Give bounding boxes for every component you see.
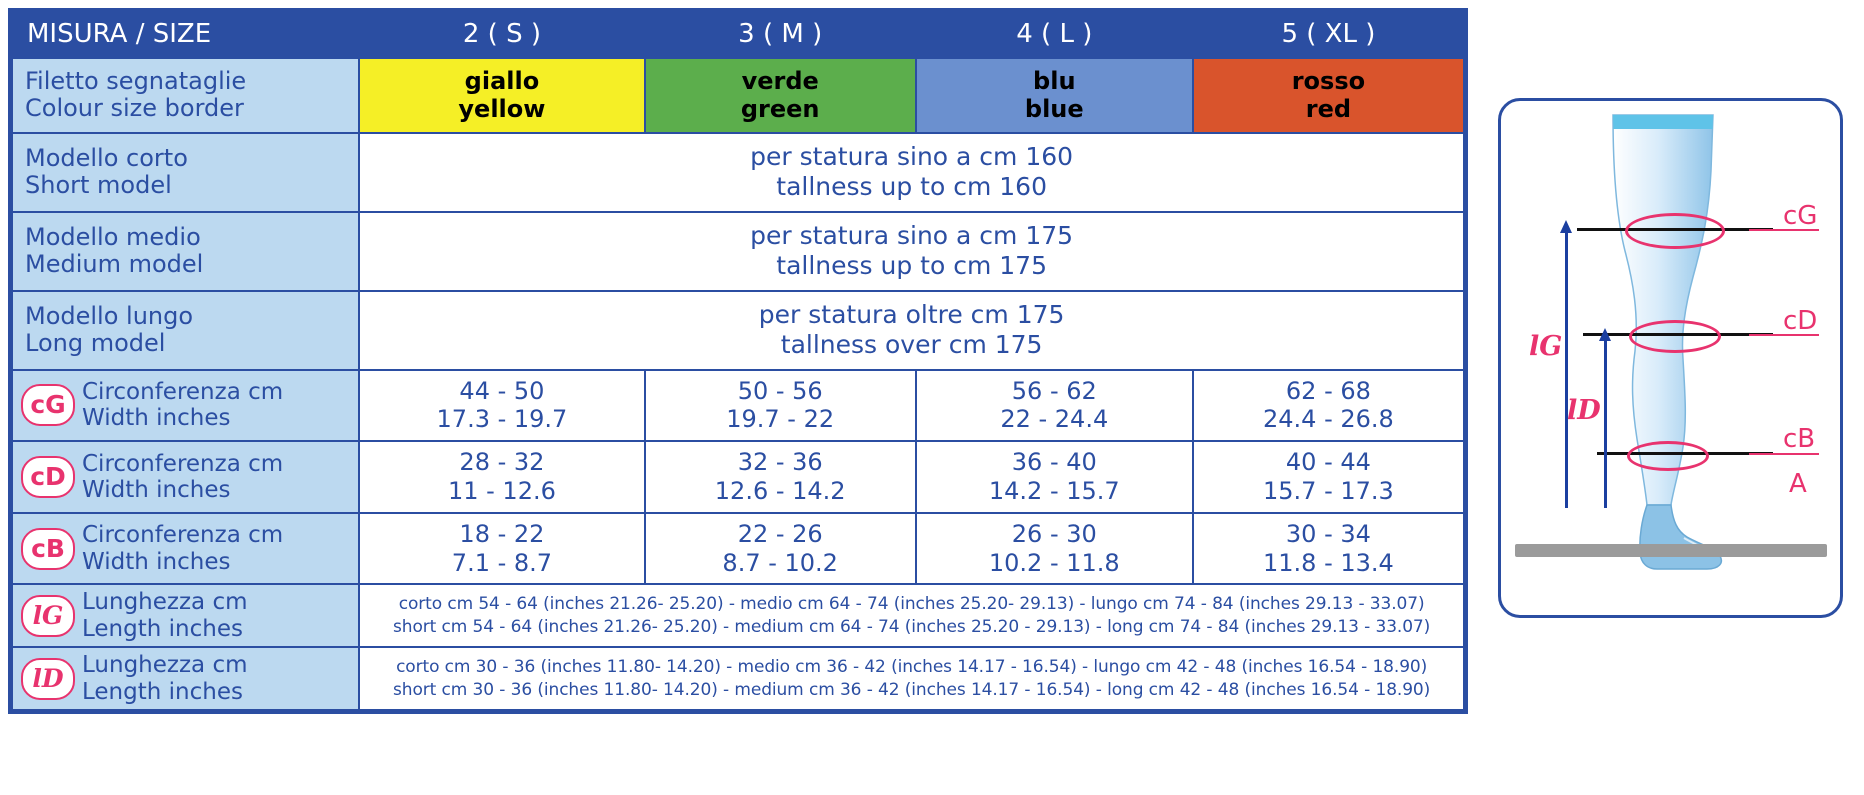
cb-value-m (645, 513, 916, 585)
cg-label-en: Width inches (82, 405, 231, 432)
model-short-note-en: tallness up to cm 160 (776, 172, 1047, 202)
cd-value-s (359, 441, 644, 513)
header-size-m: 3 ( M ) (645, 12, 916, 58)
cd-cm-s: 28 - 32 (459, 448, 545, 477)
lg-note-en: short cm 54 - 64 (inches 21.26- 25.20) - medium cm 64 - 74 (inches 25.20 - 29.13) - long cm 74 - 84 (inches 29.13 - 33.07) (393, 616, 1431, 637)
lg-label-text (82, 589, 248, 642)
header-size-l: 4 ( L ) (916, 12, 1193, 58)
cg-label-it: Circonferenza cm (82, 378, 284, 405)
cg-value-xl (1193, 370, 1464, 442)
cb-in-s: 7.1 - 8.7 (451, 548, 553, 577)
cg-cm-l: 56 - 62 (1011, 376, 1097, 405)
colour-yellow-en: yellow (458, 95, 546, 124)
lg-diagram-label: lG (1529, 331, 1563, 362)
cd-label-en: Width inches (82, 477, 231, 504)
lg-note-it: corto cm 54 - 64 (inches 21.26- 25.20) - medio cm 64 - 74 (inches 25.20- 29.13) - lungo cm 74 - 84 (inches 29.13 - 33.07) (398, 593, 1425, 614)
colour-swatch-yellow (359, 58, 644, 133)
cb-label-it: Circonferenza cm (82, 522, 284, 549)
leg-measurement-diagram (1498, 98, 1843, 618)
cg-in-xl: 24.4 - 26.8 (1263, 405, 1394, 434)
cb-label-text (82, 522, 283, 575)
cd-in-m: 12.6 - 14.2 (714, 477, 846, 506)
lg-arrow (1565, 231, 1568, 508)
cb-value-l (916, 513, 1193, 585)
colour-swatch-blue (916, 58, 1193, 133)
colour-blue-it: blu (1033, 67, 1076, 95)
ld-label-en: Length inches (82, 678, 243, 705)
colour-swatch-green (645, 58, 916, 133)
model-long-note-it: per statura oltre cm 175 (758, 299, 1065, 329)
cb-in-m: 8.7 - 10.2 (722, 548, 838, 577)
cd-badge-icon: cD (21, 456, 75, 498)
model-row-short (12, 133, 1464, 212)
cb-in-l: 10.2 - 11.8 (988, 548, 1120, 577)
cd-in-l: 14.2 - 15.7 (988, 477, 1120, 506)
header-size-xl: 5 ( XL ) (1193, 12, 1464, 58)
cd-cm-l: 36 - 40 (1011, 448, 1097, 477)
model-medium-label (12, 212, 359, 291)
colour-red-it: rosso (1291, 67, 1366, 95)
colour-red-en: red (1305, 95, 1352, 124)
ld-note (359, 647, 1464, 710)
measurement-row-cd (12, 441, 1464, 513)
model-short-label (12, 133, 359, 212)
ld-label-text (82, 652, 248, 705)
measurement-row-cg (12, 370, 1464, 442)
measurement-cd-label (12, 441, 359, 513)
model-long-label-it: Modello lungo (25, 301, 194, 330)
model-long-label (12, 291, 359, 370)
cb-value-xl (1193, 513, 1464, 585)
a-diagram-label: A (1789, 469, 1807, 499)
model-short-note-it: per statura sino a cm 160 (750, 141, 1074, 171)
colour-row (12, 58, 1464, 133)
measurement-row-cb (12, 513, 1464, 585)
cd-value-m (645, 441, 916, 513)
measurement-cb-label (12, 513, 359, 585)
ld-arrow (1604, 339, 1607, 508)
ld-note-it: corto cm 30 - 36 (inches 11.80- 14.20) - medio cm 36 - 42 (inches 14.17 - 16.54) - lungo cm 42 - 48 (inches 16.54 - 18.90) (396, 656, 1428, 677)
ld-label-it: Lunghezza cm (82, 652, 248, 679)
ld-note-en: short cm 30 - 36 (inches 11.80- 14.20) - medium cm 36 - 42 (inches 14.17 - 16.54) - long cm 42 - 48 (inches 16.54 - 18.90) (393, 679, 1431, 700)
cg-in-m: 19.7 - 22 (726, 405, 835, 434)
cd-label-it: Circonferenza cm (82, 450, 284, 477)
cd-cm-m: 32 - 36 (737, 448, 823, 477)
size-table (11, 11, 1465, 711)
cd-label-text (82, 451, 283, 504)
colour-row-label-it: Filetto segnataglie (25, 66, 247, 95)
cd-value-l (916, 441, 1193, 513)
lg-badge-icon: lG (21, 595, 75, 637)
cb-in-xl: 11.8 - 13.4 (1263, 548, 1394, 577)
cb-cm-m: 22 - 26 (737, 519, 823, 548)
colour-swatch-red (1193, 58, 1464, 133)
length-ld-label (12, 647, 359, 710)
cb-cm-xl: 30 - 34 (1285, 519, 1371, 548)
colour-yellow-it: giallo (464, 67, 540, 95)
colour-row-label (12, 58, 359, 133)
length-lg-label (12, 584, 359, 647)
colour-blue-en: blue (1024, 95, 1084, 124)
ld-badge-icon: lD (21, 658, 75, 700)
cd-in-s: 11 - 12.6 (447, 477, 556, 506)
colour-row-label-en: Colour size border (25, 94, 244, 123)
cg-diagram-label: cG (1783, 201, 1818, 231)
cg-in-s: 17.3 - 19.7 (436, 405, 568, 434)
cg-cm-xl: 62 - 68 (1285, 376, 1371, 405)
length-row-lg (12, 584, 1464, 647)
cd-value-xl (1193, 441, 1464, 513)
cd-circumference-ellipse (1629, 320, 1721, 353)
model-medium-note (359, 212, 1464, 291)
cg-cm-m: 50 - 56 (737, 376, 823, 405)
ld-diagram-label: lD (1567, 395, 1601, 426)
model-short-label-it: Modello corto (25, 143, 188, 172)
cg-value-l (916, 370, 1193, 442)
cb-cm-l: 26 - 30 (1011, 519, 1097, 548)
size-table-container (8, 8, 1468, 714)
model-row-long (12, 291, 1464, 370)
header-size-label: MISURA / SIZE (12, 12, 359, 58)
lg-label-it: Lunghezza cm (82, 589, 248, 616)
model-short-label-en: Short model (25, 171, 172, 200)
colour-green-it: verde (741, 67, 819, 95)
model-long-note-en: tallness over cm 175 (780, 330, 1043, 360)
cb-label-en: Width inches (82, 548, 231, 575)
model-long-label-en: Long model (25, 329, 166, 358)
table-header-row (12, 12, 1464, 58)
model-row-medium (12, 212, 1464, 291)
lg-note (359, 584, 1464, 647)
model-medium-label-en: Medium model (25, 250, 204, 279)
cd-cm-xl: 40 - 44 (1285, 448, 1371, 477)
cd-diagram-label: cD (1783, 306, 1818, 336)
length-row-ld (12, 647, 1464, 710)
lg-label-en: Length inches (82, 615, 243, 642)
model-long-note (359, 291, 1464, 370)
cb-diagram-label: cB (1783, 424, 1816, 454)
cg-cm-s: 44 - 50 (459, 376, 545, 405)
measurement-cg-label (12, 370, 359, 442)
floor-line (1515, 544, 1827, 557)
cd-in-xl: 15.7 - 17.3 (1263, 477, 1394, 506)
cg-label-text (82, 379, 283, 432)
cg-in-l: 22 - 24.4 (1000, 405, 1109, 434)
model-medium-note-it: per statura sino a cm 175 (750, 220, 1074, 250)
colour-green-en: green (740, 95, 820, 124)
cb-value-s (359, 513, 644, 585)
cb-cm-s: 18 - 22 (459, 519, 545, 548)
model-medium-label-it: Modello medio (25, 222, 201, 251)
cg-circumference-ellipse (1625, 213, 1725, 249)
cg-value-m (645, 370, 916, 442)
cb-badge-icon: cB (21, 528, 75, 570)
cg-badge-icon: cG (21, 384, 75, 426)
model-medium-note-en: tallness up to cm 175 (776, 251, 1047, 281)
header-size-s: 2 ( S ) (359, 12, 644, 58)
cg-value-s (359, 370, 644, 442)
cb-circumference-ellipse (1627, 441, 1709, 471)
model-short-note (359, 133, 1464, 212)
